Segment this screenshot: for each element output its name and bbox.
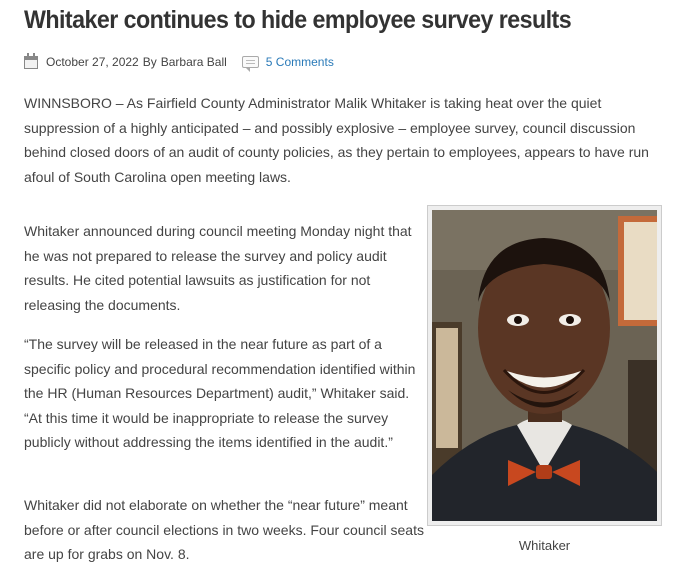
byline-prefix: By bbox=[142, 55, 157, 69]
comment-icon bbox=[242, 56, 259, 68]
author-name[interactable]: Barbara Ball bbox=[160, 55, 227, 69]
article-title[interactable]: Whitaker continues to hide employee survey results bbox=[24, 6, 572, 34]
body-paragraph: Whitaker announced during council meeting Monday night that he was not prepared to release the survey and policy audit results. He cited potential lawsuits as justification for not releasing the documents. bbox=[24, 223, 412, 313]
portrait-image bbox=[432, 210, 657, 521]
calendar-icon bbox=[24, 56, 38, 69]
body-paragraph: Whitaker did not elaborate on whether the “near future” meant before or after council elections in two weeks. Four council seats are up for grabs on Nov. 8. bbox=[24, 497, 424, 562]
article-meta bbox=[24, 53, 334, 71]
lead-paragraph: WINNSBORO – As Fairfield County Administrator Malik Whitaker is taking heat over the quiet suppression of a highly anticipated – and possibly explosive – employee survey, council discussion behind closed doors of an audit of county policies, as they pertain to employees, appears to have run afoul of South Carolina open meeting laws. bbox=[24, 95, 649, 185]
quote-paragraph: “The survey will be released in the near future as part of a specific policy and procedural recommendation identified within the HR (Human Resources Department) audit,” Whitaker said. “At this time it would be inappropriate to release the survey publicly without addressing the items identified in the audit.” bbox=[24, 336, 416, 450]
photo-caption: Whitaker bbox=[518, 538, 571, 553]
portrait-photo bbox=[427, 205, 662, 526]
comments-link[interactable]: 5 Comments bbox=[265, 55, 334, 69]
post-date: October 27, 2022 bbox=[46, 55, 139, 69]
